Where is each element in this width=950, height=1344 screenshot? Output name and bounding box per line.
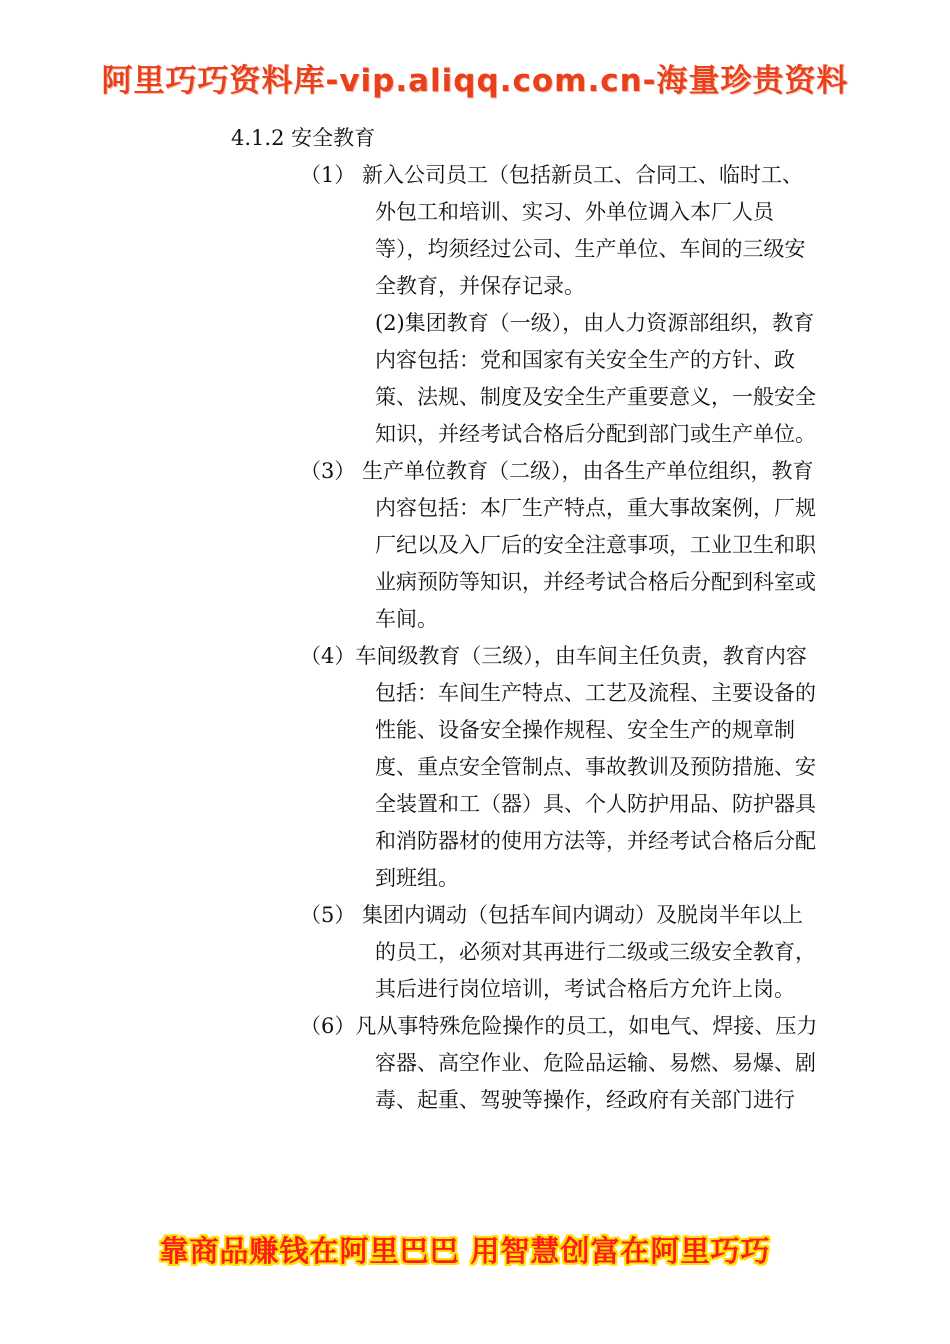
- list-item-1: （1） 新入公司员工（包括新员工、合同工、临时工、外包工和培训、实习、外单位调入本厂人员等），均须经过公司、生产单位、车间的三级安全教育，并保存记录。: [300, 163, 806, 298]
- list-item-5: （5） 集团内调动（包括车间内调动）及脱岗半年以上的员工，必须对其再进行二级或三级安全教育，其后进行岗位培训，考试合格后方允许上岗。: [300, 903, 816, 1001]
- list-item-2: (2)集团教育（一级），由人力资源部组织，教育内容包括：党和国家有关安全生产的方针、政策、法规、制度及安全生产重要意义，一般安全知识，并经考试合格后分配到部门或生产单位。: [375, 311, 816, 446]
- header-banner: 阿里巧巧资料库-vip.aliqq.com.cn-海量珍贵资料: [101, 63, 849, 99]
- footer-banner: 靠商品赚钱在阿里巴巴 用智慧创富在阿里巧巧: [159, 1234, 771, 1268]
- section-body: [300, 157, 820, 1119]
- list-item-4: （4）车间级教育（三级），由车间主任负责，教育内容包括：车间生产特点、工艺及流程、主要设备的性能、设备安全操作规程、安全生产的规章制度、重点安全管制点、事故教训及预防措施、安全装置和工（器）具、个人防护用品、防护器具和消防器材的使用方法等，并经考试合格后分配到班组。: [300, 644, 816, 890]
- list-item-3: （3） 生产单位教育（二级），由各生产单位组织，教育内容包括：本厂生产特点，重大事故案例，厂规厂纪以及入厂后的安全注意事项，工业卫生和职业病预防等知识，并经考试合格后分配到科室或车间。: [300, 459, 816, 631]
- list-item-6: （6）凡从事特殊危险操作的员工，如电气、焊接、压力容器、高空作业、危险品运输、易燃、易爆、剧毒、起重、驾驶等操作，经政府有关部门进行: [300, 1014, 818, 1112]
- section-heading: 4.1.2 安全教育: [231, 126, 376, 150]
